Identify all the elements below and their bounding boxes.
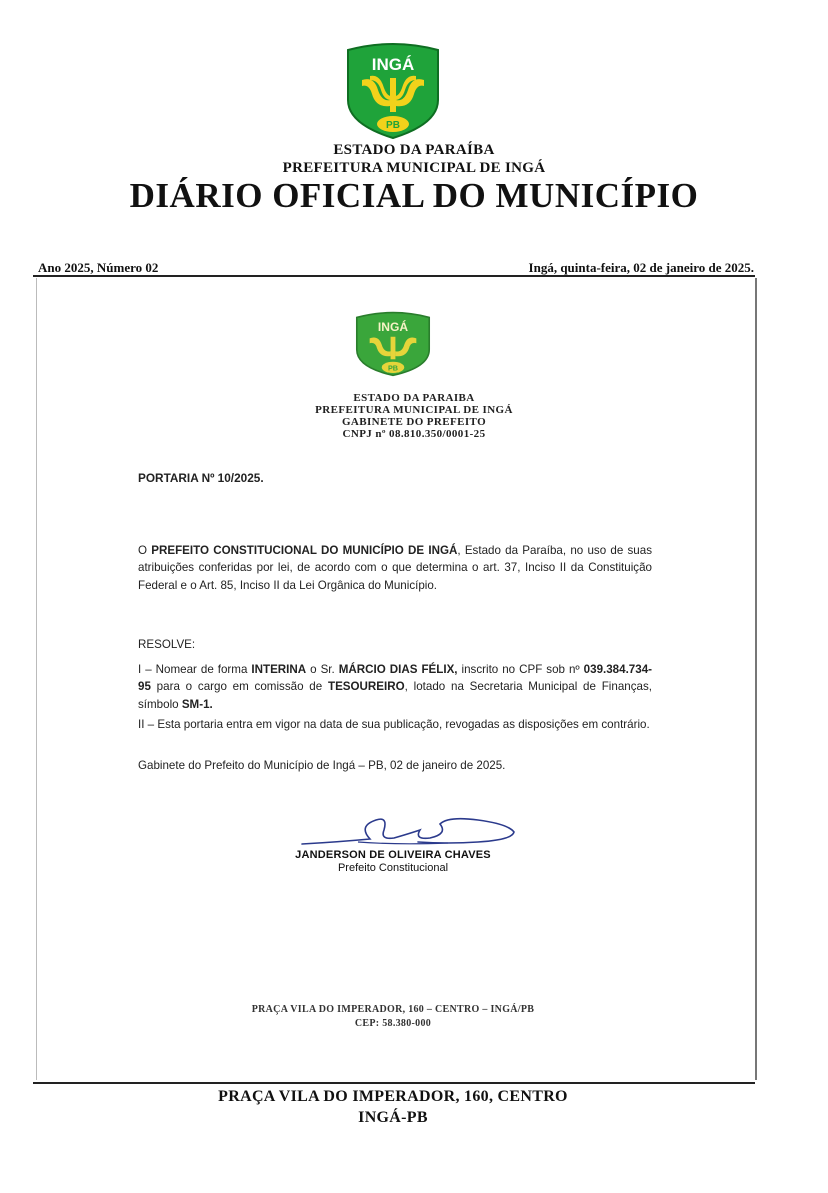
resolve-label: RESOLVE: — [138, 638, 196, 651]
masthead-state: ESTADO DA PARAÍBA — [333, 142, 495, 158]
gazette-title: DIÁRIO OFICIAL DO MUNICÍPIO — [129, 176, 699, 215]
header-rule — [33, 275, 755, 277]
logo-text-bottom: PB — [386, 120, 400, 131]
signer-name: JANDERSON DE OLIVEIRA CHAVES — [295, 849, 491, 861]
article-2: II – Esta portaria entra em vigor na data de sua publicação, revogadas as disposições em contrário. — [138, 718, 650, 731]
portaria-title: PORTARIA Nº 10/2025. — [138, 471, 264, 485]
footer-address: PRAÇA VILA DO IMPERADOR, 160, CENTRO — [218, 1088, 568, 1105]
masthead-prefecture: PREFEITURA MUNICIPAL DE INGÁ — [282, 160, 546, 176]
doc-logo-text-top: INGÁ — [377, 320, 409, 335]
municipal-logo — [344, 42, 442, 140]
closing-line: Gabinete do Prefeito do Município de Ingá – PB, 02 de janeiro de 2025. — [138, 759, 506, 772]
footer-rule — [33, 1082, 755, 1084]
doc-header-prefecture: PREFEITURA MUNICIPAL DE INGÁ — [315, 404, 513, 416]
intro-paragraph: O PREFEITO CONSTITUCIONAL DO MUNICÍPIO DE INGÁ, Estado da Paraíba, no uso de suas atribuições conferidas por lei, de acordo com o que determina o art. 37, Inciso II da Constituição Federal e o Art. 85, Inciso II da Lei Orgânica do Município. — [138, 544, 653, 592]
document-address: PRAÇA VILA DO IMPERADOR, 160 – CENTRO – INGÁ/PB — [251, 1004, 535, 1015]
doc-header-office: GABINETE DO PREFEITO — [341, 416, 487, 428]
doc-header-state: ESTADO DA PARAIBA — [353, 392, 475, 404]
document-logo — [353, 311, 433, 377]
logo-text-top: INGÁ — [371, 55, 415, 74]
authority-name: PREFEITO CONSTITUCIONAL DO MUNICÍPIO DE INGÁ — [151, 544, 458, 557]
edition-date: Ingá, quinta-feira, 02 de janeiro de 2025. — [528, 260, 754, 275]
doc-logo-text-bottom: PB — [387, 363, 399, 373]
doc-header-cnpj: CNPJ nº 08.810.350/0001-25 — [342, 428, 486, 440]
signer-title: Prefeito Constitucional — [337, 862, 449, 874]
document-cep: CEP: 58.380-000 — [354, 1018, 432, 1029]
handwritten-signature — [298, 812, 520, 852]
edition-number: Ano 2025, Número 02 — [38, 260, 159, 275]
footer-city: INGÁ-PB — [358, 1109, 428, 1126]
article-1: I – Nomear de forma INTERINA o Sr. MÁRCIO DIAS FÉLIX, inscrito no CPF sob nº 039.384.734-95 para o cargo em comissão de TESOUREIRO, lotado na Secretaria Municipal de Finanças, símbolo SM-1. — [138, 663, 653, 711]
